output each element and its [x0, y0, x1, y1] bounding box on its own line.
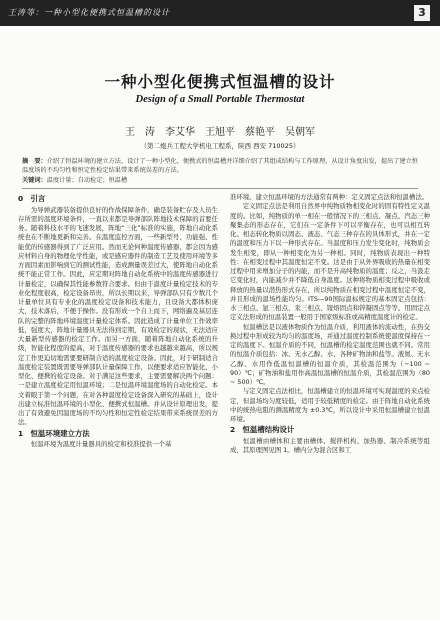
intro-paragraph: 为导弹武器装备提供良好的作战保障条件，确是装备贮存及人员生存所需的温度环境条件，一直以来都是导弹部队阵地技术保障的首要任务。随着科技水平的飞速发展，阵地“三化”标准的实施，阵地自动化系统也在不断地更新和完善。在温度监控方面，一些新型号、功能强、性能优的传感器得到了广泛应用。然而无论何种温度传感器，都会因为感应材料自身的物理化学性能，或是感应器件的制造工艺及使用环境等多方面因素而影响到它的测试性能，造成测量误差过大，使阵地自动化系统不能正常工作。因此，应定期对阵地自动化系统中的温度传感器进行计量检定，以确保其性能参数符合要求。但由于温度计量检定技术的专业化程度很高，检定设备昂贵，所以长期以来，导弹部队只有少数几个计量单位具有专业化的温度检定设备和技术能力，且设备大都体积庞大，技术落后，不便于操作。没有形成一个自上而下，网络遍及基层连队的完整的阵地环境温度计量检定体系。因此造成了计量单位工作效率低，强度大，阵地计量器具无法得到定期，有效检定的现状，无法适应大量新型传感器的检定工作。而另一方面，随着阵地自动化系统的升级，智能化程度的提高，对于温度传感器的要求也越越来越高，所以规定工作更迫切地需要要研制合适的温度检定设备。因此，对于研制适合温度检定装置既需要导弹部队计量保障工作，以便要求适应智能化、小型化、便携的检定设备。对于满足这些要求，主要需要解决两个问题：一是建立温度检定用恒温环境；二是恒温环境温度场的自动化检定。本文着眼于第一个问题，在对各种温度检定设备深入研究的基础上，设计出建立标准恒温环境的小型化、便携式恒温槽。并从设计原理出发，提出了有效避免因温度场的不均匀性和恒定性检定结果带来系统误差的方法。 — [18, 205, 218, 427]
running-title: 王涛等：一种小型化便携式恒温槽的设计 — [8, 8, 170, 17]
comparison-paragraph: 与定义固定点法相比，恒温槽建立的恒温环境可实现温度的来点检定，但温场均匀度较低，适用于较低精度的检定。由于阵地自动化系统中的统热电阻的测温精度为 ±0.3℃，所以设计中采用恒温槽建立恒温环境。 — [230, 387, 430, 423]
abstract-label: 摘 要： — [22, 158, 47, 165]
keywords — [22, 176, 418, 185]
section-1-heading: 1 恒温环境建立方法 — [18, 428, 90, 438]
left-column — [18, 193, 218, 613]
running-header — [0, 0, 440, 26]
section-1-continued: 准环境。建立恒温环境的方法通常有两种：定义固定点法和恒温槽法。 — [230, 193, 429, 201]
fixed-point-paragraph: 定义固定点法是利用自然界中纯物质物相变化时的固有特性定义温度的。比如，纯物质的单一相在一般情况下的三相点、凝点、汽态三种聚集态的形态存在，它们在一定条件下可以平衡存在，也可以相互转化。相态转化物质以固态、液态、气态三种存在的具体形式，并在一定的温度和压力下以一种形式存在。当温度和压力发生变化时，纯物质会发生相变，即从一种相变化为另一种相。同时，纯物质表现出一种特性：在相变过程中其温度恒定不变。这是由于从外界吸收的热量在相变过程中用来增加分子的内能，而不是升高纯物质的温度；反之，当汲走它变化时，内能减少并不降低自身温度。这种将物质相变过程中吸收或释放的热量以潜热形式存在，所以纯物质在相变过程中温度恒定不变，并且形成的温场性能均匀。ITS—90国际温标规定的基本固定点包括：水三相点、氩三相点、汞三相点、镓熔固点和锌凝固点等等。用固定点定义法形成的恒温装置一般用于国家级标准或高精度温度计的检定。 — [230, 202, 430, 322]
right-column — [230, 193, 430, 615]
abstract — [22, 157, 418, 176]
structure-paragraph: 恒温槽由槽体和主要由槽体、搅拌机构、加热器、制冷系统等组成，其原理图见图 1。槽内分为混合区和工 — [230, 436, 430, 454]
section-1-paragraph: 恒温环境为温度计量器具的检定和校准提供一个基 — [30, 440, 172, 448]
paper-title-cn: 一种小型化便携式恒温槽的设计 — [104, 73, 336, 91]
thermostat-bath-paragraph: 恒温槽法是以液体物质作为恒温介质，利用液体的流动性，在热交换过程中形成较为均匀的温度场，并通过温度控制系统使温度保持在一定的温度下。恒温介质的不同，恒温槽的检定温度范围也就不同。常用的恒温介质包括：冰、无水乙醇、水、各种矿物油和盐等。液氮、无水乙醇、水用作低温恒温槽的恒温介质，其检温范围为（−100 ~ 90）℃；矿物油和盐用作高温恒温槽的恒温介质，其检温范围为（80 ~ 500）℃。 — [230, 322, 430, 386]
section-0-heading: 0 引言 — [18, 194, 46, 203]
authors: 王 涛 李艾华 王旭平 蔡艳平 吴朝军 — [125, 127, 315, 138]
abstract-divider — [22, 188, 418, 189]
abstract-text: 介绍了恒温环境的建立方法，设计了一种小型化、便携式的恒温槽并详细介绍了其组成结构与工作原理，从设计角度出发，提出了建立恒温度场的不均匀性和恒定性检定结果带来系统误差的方法。 — [22, 158, 418, 175]
page-number: 3 — [414, 5, 430, 21]
paper-title-en: Design of a Small Portable Thermostat — [135, 94, 305, 105]
keywords-label: 关键词： — [22, 177, 47, 184]
affiliation: （第二炮兵工程大学机电工程系，陕西 西安 710025） — [140, 142, 300, 150]
section-2-heading: 2 恒温槽结构设计 — [230, 425, 295, 435]
keywords-text: 温度计量；自动检定；恒温槽 — [46, 177, 128, 184]
